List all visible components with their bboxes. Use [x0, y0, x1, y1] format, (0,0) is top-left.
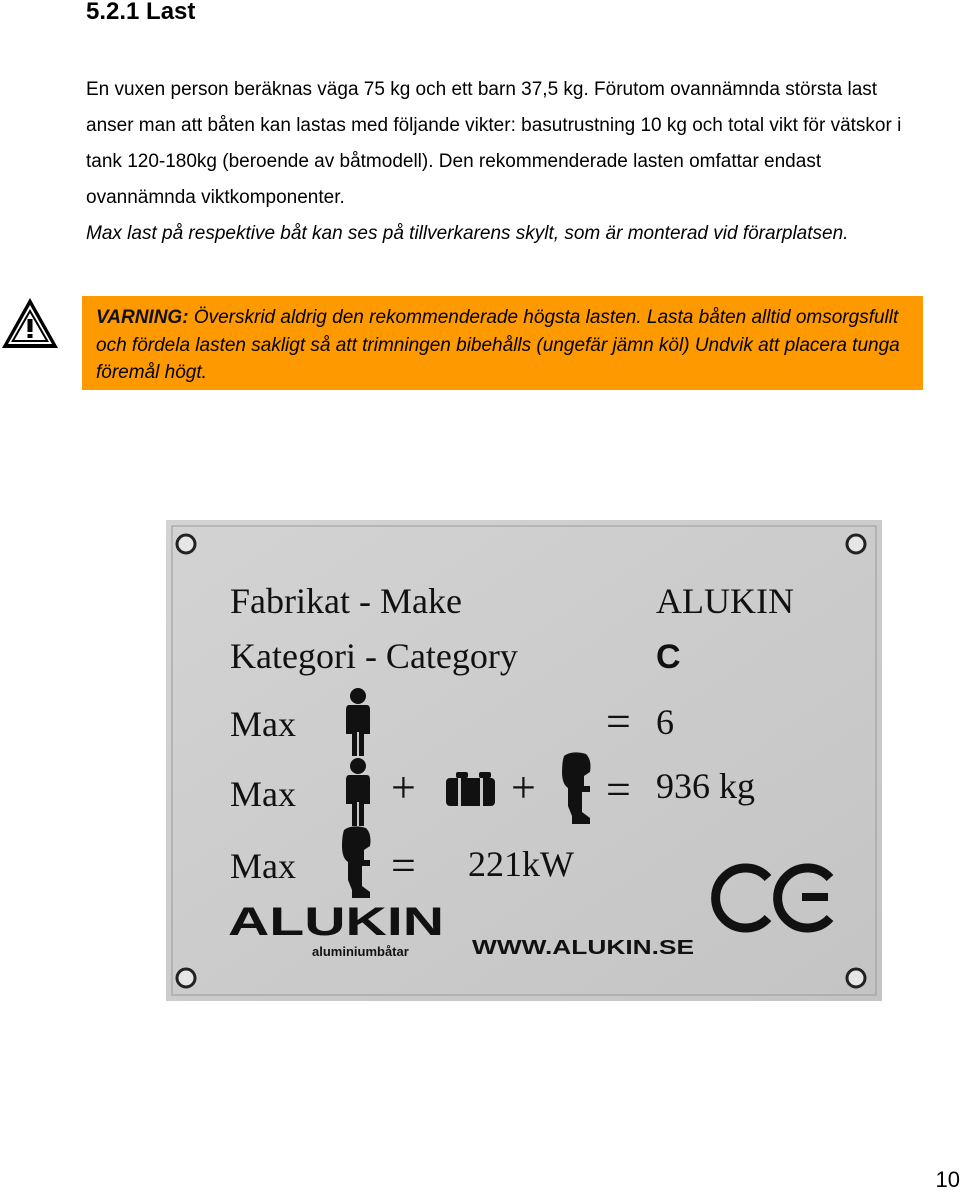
- warning-box: [82, 296, 923, 390]
- max-power-label: Max: [230, 846, 296, 886]
- make-label: Fabrikat - Make: [230, 581, 462, 621]
- max-load-value: 936 kg: [656, 766, 755, 806]
- category-value: C: [656, 638, 681, 676]
- warning-label: VARNING:: [96, 307, 189, 328]
- max-load-label: Max: [230, 774, 296, 814]
- website-text: WWW.ALUKIN.SE: [472, 937, 694, 959]
- make-value: ALUKIN: [656, 581, 794, 621]
- warning-text: Överskrid aldrig den rekommenderade högsta lasten. Lasta båten alltid omsorgsfullt och fördela lasten sakligt så att trimningen bibehålls (ungefär jämn köl) Undvik att placera tunga föremål högt.: [96, 307, 900, 383]
- category-label: Kategori - Category: [230, 636, 518, 676]
- plate-location-paragraph: Max last på respektive båt kan ses på tillverkarens skylt, som är monterad vid förarplatsen.: [86, 223, 849, 244]
- warning-triangle-icon: [0, 296, 60, 350]
- brand-tagline: aluminiumbåtar: [312, 944, 409, 959]
- load-description-paragraph: En vuxen person beräknas väga 75 kg och ett barn 37,5 kg. Förutom ovannämnda största last anser man att båten kan lastas med följande vikter: basutrustning 10 kg och total vikt för vätskor i tank 120-180kg (beroende av båtmodell). Den rekommenderade lasten omfattar endast ovannämnda viktkomponenter.: [86, 79, 902, 208]
- equals-sign: =: [391, 841, 416, 890]
- equals-sign: =: [606, 765, 631, 814]
- max-power-value: 221kW: [468, 844, 574, 884]
- max-persons-value: 6: [656, 702, 674, 742]
- max-persons-label: Max: [230, 704, 296, 744]
- plus-sign: +: [511, 763, 536, 812]
- page-number: 10: [935, 1167, 960, 1192]
- equals-sign: =: [606, 697, 631, 746]
- plus-sign: +: [391, 763, 416, 812]
- brand-logo: ALUKIN: [228, 900, 444, 944]
- section-heading: 5.2.1 Last: [86, 0, 196, 25]
- capacity-plate: [166, 520, 882, 1001]
